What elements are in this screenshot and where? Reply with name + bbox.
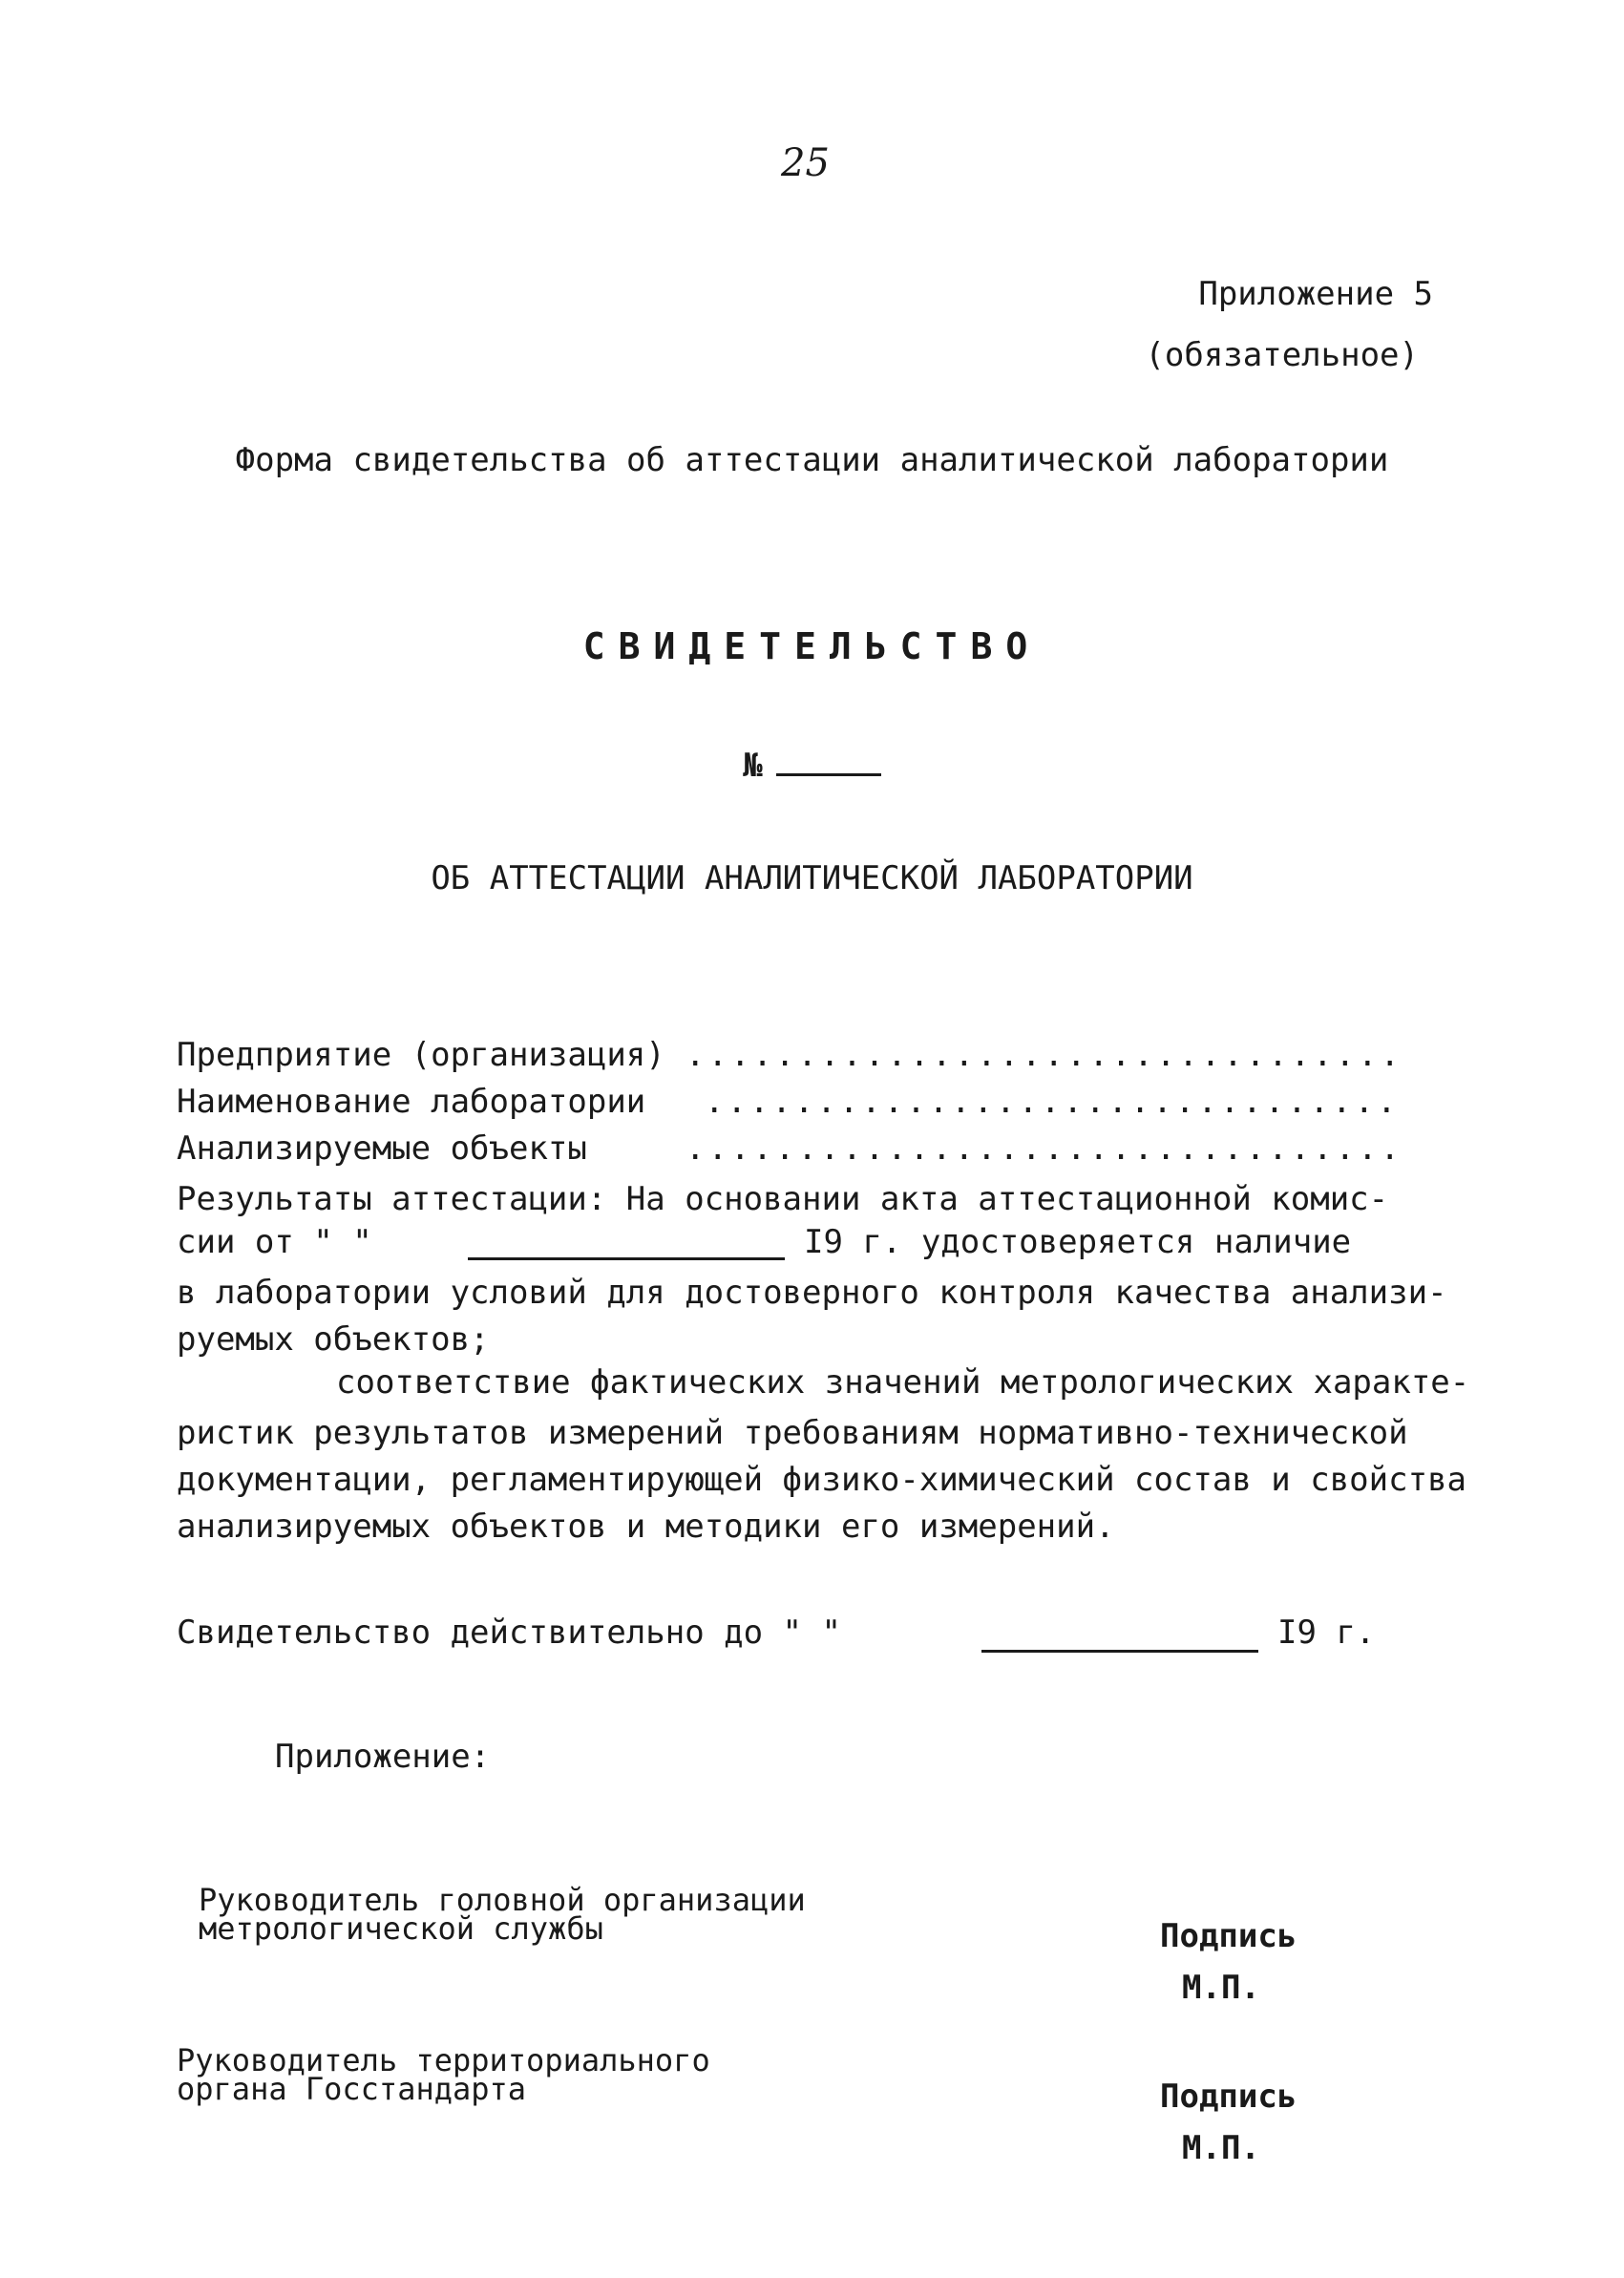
number-sign: №	[743, 747, 763, 785]
objects-label: Анализируемые объекты	[177, 1129, 587, 1168]
signatory-1-role-line-2: метрологической службы	[199, 1910, 603, 1947]
lab-name-label: Наименование лаборатории	[177, 1083, 646, 1121]
enterprise-label: Предприятие (организация)	[177, 1036, 665, 1074]
signatory-2-stamp-label: М.П.	[1182, 2129, 1260, 2167]
validity-year: I9 г.	[1277, 1614, 1376, 1652]
validity-label: Свидетельство действительно до " "	[177, 1614, 841, 1652]
date-blank-1	[468, 1229, 785, 1260]
results-line-5: соответствие фактических значений метрологических характе-	[336, 1363, 1470, 1402]
number-blank	[776, 747, 881, 776]
objects-dots: ................................	[685, 1129, 1403, 1168]
signatory-2-role-line-2: органа Госстандарта	[177, 2071, 527, 2107]
results-line-7: документации, регламентирующей физико-химический состав и свойства	[177, 1461, 1467, 1499]
page-number: 25	[781, 141, 830, 185]
appendix-title: Приложение 5	[1198, 275, 1433, 313]
signatory-2-signature-label: Подпись	[1160, 2078, 1297, 2116]
appendix-status: (обязательное)	[1145, 336, 1419, 374]
attachment-label: Приложение:	[275, 1738, 491, 1776]
certificate-subject: ОБ АТТЕСТАЦИИ АНАЛИТИЧЕСКОЙ ЛАБОРАТОРИИ	[431, 859, 1193, 897]
form-caption: Форма свидетельства об аттестации аналитической лаборатории	[235, 441, 1389, 479]
signatory-1-stamp-label: М.П.	[1182, 1969, 1260, 2007]
certificate-title: СВИДЕТЕЛЬСТВО	[582, 625, 1042, 667]
signatory-1-role-line-1: Руководитель головной организации	[199, 1882, 806, 1918]
results-line-8: анализируемых объектов и методики его измерений.	[177, 1508, 1115, 1546]
results-line-2-end: I9 г. удостоверяется наличие	[804, 1223, 1352, 1261]
enterprise-dots: ................................	[685, 1036, 1403, 1074]
results-line-6: ристик результатов измерений требованиям нормативно-технической	[177, 1414, 1408, 1452]
results-line-2-start: сии от " "	[177, 1223, 372, 1261]
results-line-4: руемых объектов;	[177, 1320, 490, 1359]
lab-name-dots: ...............................	[705, 1083, 1400, 1121]
results-line-1: Результаты аттестации: На основании акта аттестационной комис-	[177, 1180, 1389, 1218]
results-line-3: в лаборатории условий для достоверного контроля качества анализи-	[177, 1274, 1447, 1312]
signatory-1-signature-label: Подпись	[1160, 1917, 1297, 1955]
signatory-2-role-line-1: Руководитель территориального	[177, 2042, 710, 2078]
certificate-number-line	[0, 747, 1624, 785]
date-blank-2	[981, 1621, 1258, 1653]
